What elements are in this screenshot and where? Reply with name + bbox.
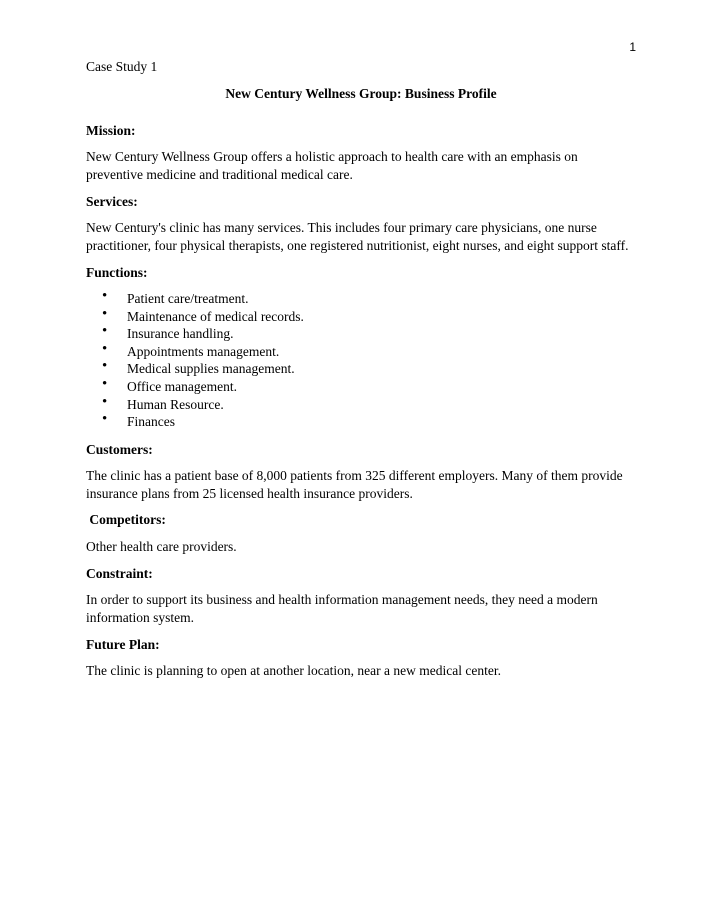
future-plan-text: The clinic is planning to open at another location, near a new medical center.: [86, 662, 501, 678]
page-title: New Century Wellness Group: Business Profile: [225, 86, 497, 101]
running-head: Case Study 1: [86, 59, 158, 74]
mission-heading: Mission:: [86, 123, 136, 138]
list-item: [86, 305, 636, 326]
list-item-text: Finances: [127, 414, 175, 430]
functions-heading: Functions:: [86, 265, 148, 280]
list-item: [86, 413, 636, 431]
services-heading: Services:: [86, 194, 138, 209]
functions-list: [86, 290, 636, 431]
list-item: [86, 340, 636, 361]
bullet-icon: •: [102, 288, 108, 304]
constraint-text: In order to support its business and health information management needs, they need a modern information system.: [86, 591, 598, 625]
list-item: [86, 393, 636, 414]
list-item-text: Appointments management.: [127, 343, 280, 359]
bullet-icon: •: [102, 305, 108, 322]
list-item-text: Human Resource.: [127, 396, 224, 412]
document-body: [86, 58, 636, 680]
bullet-icon: •: [102, 411, 108, 428]
bullet-icon: •: [102, 323, 108, 340]
list-item: [86, 375, 636, 396]
list-item-text: Maintenance of medical records.: [127, 308, 304, 324]
page-number: 1: [629, 40, 636, 54]
services-text: New Century's clinic has many services. This includes four primary care physicians, one nurse practitioner, four physical therapists, one registered nutritionist, eight nurses, and eight support staff.: [86, 220, 629, 253]
competitors-heading: Competitors:: [86, 511, 166, 527]
list-item-text: Medical supplies management.: [127, 361, 295, 377]
list-item-text: Office management.: [127, 378, 237, 394]
list-item: [86, 360, 636, 378]
bullet-icon: •: [102, 340, 108, 357]
bullet-icon: •: [102, 375, 108, 392]
bullet-icon: •: [102, 358, 108, 375]
bullet-icon: •: [102, 393, 108, 410]
mission-text: New Century Wellness Group offers a holistic approach to health care with an emphasis on preventive medicine and traditional medical care.: [86, 149, 578, 182]
list-item-text: Patient care/treatment.: [127, 291, 249, 306]
list-item: [86, 290, 636, 308]
list-item-text: Insurance handling.: [127, 326, 234, 342]
future-plan-heading: Future Plan:: [86, 636, 160, 652]
constraint-heading: Constraint:: [86, 565, 153, 581]
list-item: [86, 325, 636, 343]
customers-heading: Customers:: [86, 441, 153, 457]
competitors-text: Other health care providers.: [86, 538, 237, 554]
customers-text: The clinic has a patient base of 8,000 patients from 325 different employers. Many of them provide insurance plans from 25 licensed health insurance providers.: [86, 467, 623, 501]
